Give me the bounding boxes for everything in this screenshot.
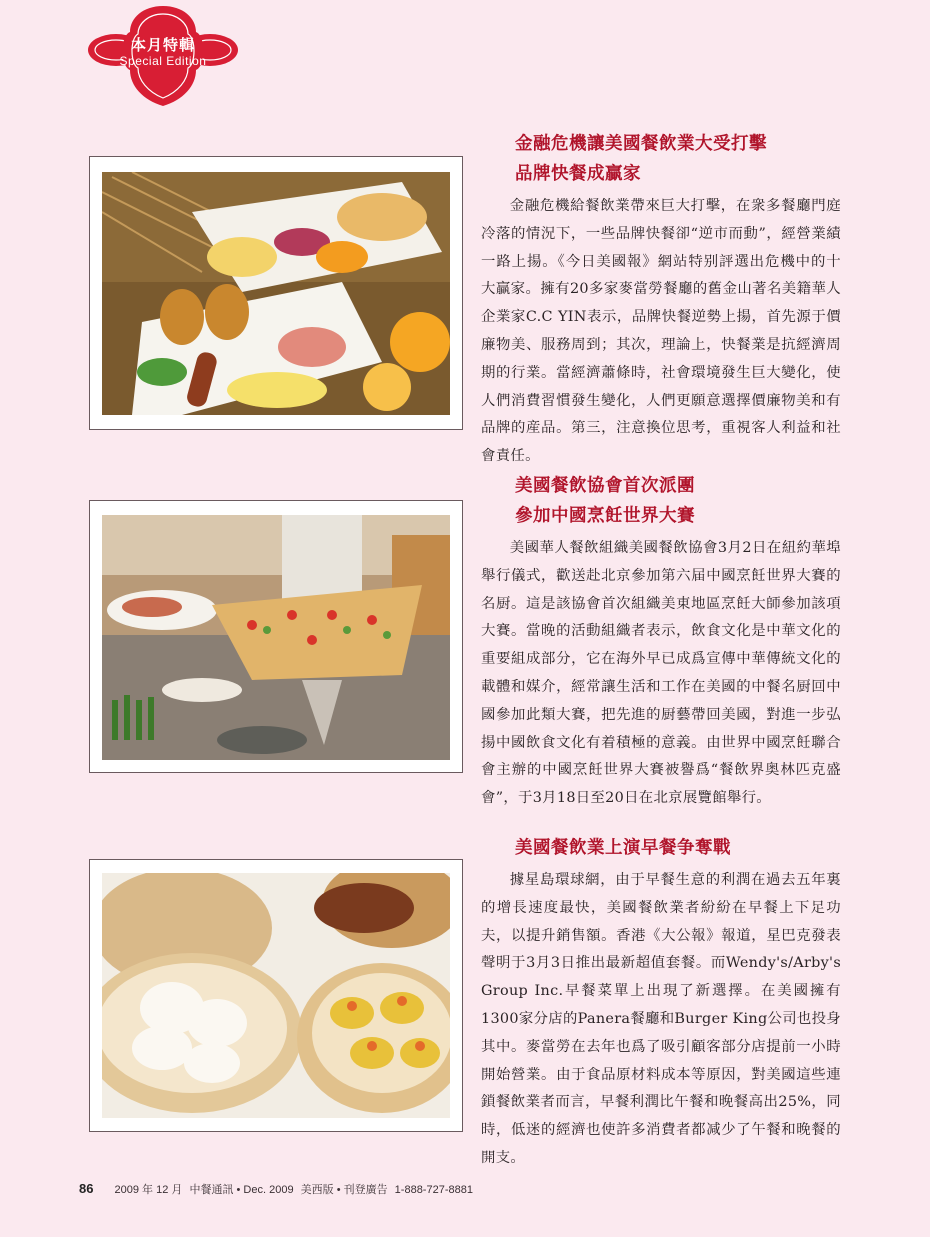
page-number: 86: [79, 1181, 94, 1196]
photo-dim-sum: [89, 859, 463, 1132]
article-1-body: 金融危機給餐飲業帶來巨大打擊，在衆多餐廳門庭冷落的情況下，一些品牌快餐卻“逆市而動”，經營業績一路上揚。《今日美國報》網站特别評選出危機中的十大贏家。擁有20多家麥當勞餐廳的舊金山著名美籍華人企業家C.C YIN表示，品牌快餐逆勢上揚，首先源于價廉物美、服務周到；其次，理論上，快餐業是抗經濟周期的行業。當經濟蕭條時，社會環境發生巨大變化，使人們消費習慣發生變化，人們更願意選擇價廉物美和有品牌的産品。第三，注意換位思考，重視客人利益和社會責任。: [481, 198, 841, 465]
footer-date: 2009 年 12 月: [114, 1184, 183, 1196]
article-culinary-competition: [481, 471, 841, 813]
page-footer: [79, 1181, 477, 1197]
special-edition-badge: [88, 4, 238, 108]
photo-banquet: [89, 500, 463, 773]
article-3-headline-line1: 美國餐飲業上演早餐争奪戰: [515, 838, 731, 858]
footer-publication: 中餐通訊 • Dec. 2009: [189, 1184, 294, 1196]
badge-subtitle: Special Edition: [119, 54, 207, 68]
article-1-headline-line1: 金融危機讓美國餐飲業大受打擊: [515, 134, 767, 154]
article-2-body: 美國華人餐飲組織美國餐飲協會3月2日在紐約華埠舉行儀式，歡送赴北京參加第六届中國烹飪世界大賽的名厨。這是該協會首次組織美東地區烹飪大師參加該項大賽。當晚的活動組織者表示，飲食文化是中華文化的重要組成部分，它在海外早已成爲宣傳中華傳統文化的載體和媒介，經常讓生活和工作在美國的中餐名厨回中國參加此類大賽，把先進的厨藝帶回美國，對進一步弘揚中國飲食文化有着積極的意義。由世界中國烹飪聯合會主辦的中國烹飪世界大賽被譽爲“餐飲界奥林匹克盛會”，于3月18日至20日在北京展覽館舉行。: [481, 540, 841, 807]
photo-fast-food: [89, 156, 463, 430]
article-2-headline-line2: 參加中國烹飪世界大賽: [515, 506, 695, 526]
footer-edition: 美西版 • 刊登廣告: [300, 1184, 388, 1196]
article-2-headline-line1: 美國餐飲協會首次派團: [515, 476, 695, 496]
article-breakfast-war: [481, 833, 841, 1173]
article-3-body: 據星島環球網，由于早餐生意的利潤在過去五年裏的增長速度最快，美國餐飲業者紛紛在早餐上下足功夫，以提升銷售額。香港《大公報》報道，星巴克發表聲明于3月3日推出最新超值套餐。而Wendy's/Arby's Group Inc.早餐菜單上出現了新選擇。在美國擁有1300家分店的Panera餐廳和Burger King公司也投身其中。麥當勞在去年也爲了吸引顧客部分店提前一小時開始營業。由于食品原材料成本等原因，對美國這些連鎖餐飲業者而言，早餐利潤比午餐和晚餐高出25%，同時，低迷的經濟也使許多消費者都减少了午餐和晚餐的開支。: [481, 872, 841, 1166]
footer-phone: 1-888-727-8881: [394, 1184, 473, 1196]
article-fast-food-winners: [481, 129, 841, 471]
badge-title: 本月特輯: [130, 36, 195, 54]
article-1-headline-line2: 品牌快餐成贏家: [515, 164, 641, 184]
